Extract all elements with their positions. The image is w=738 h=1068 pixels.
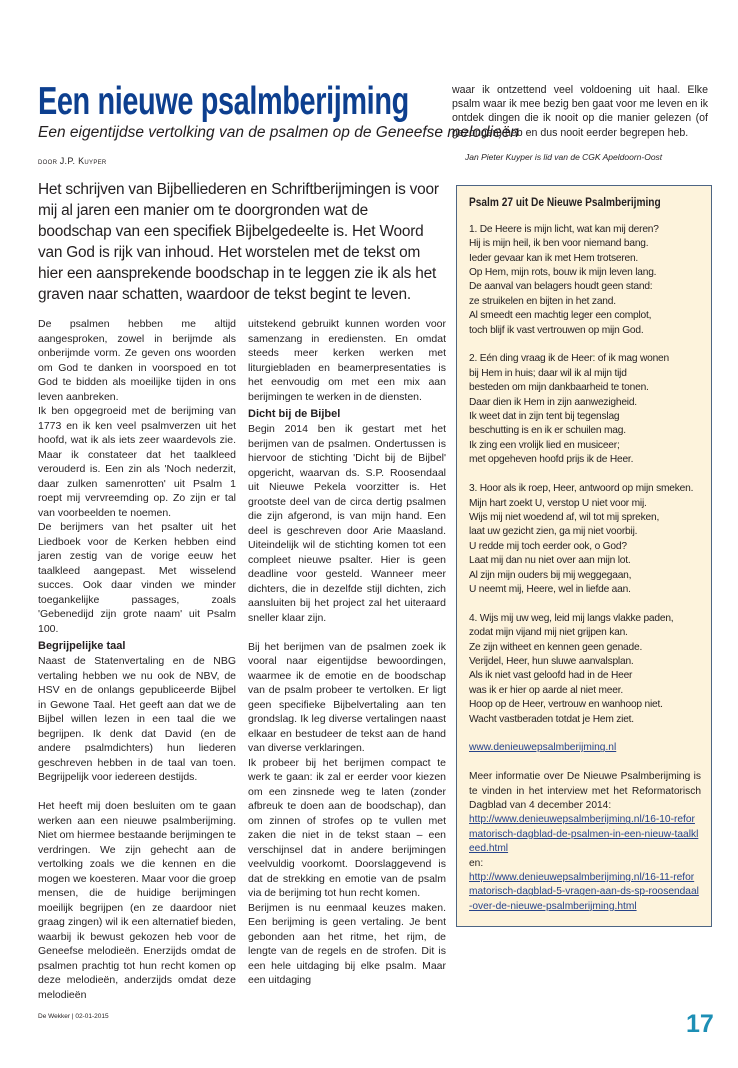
info-text: Meer informatie over De Nieuwe Psalmberijming is te vinden in het interview met het Reformatorisch Dagblad van 4 december 2014:: [469, 771, 701, 811]
section-heading: Dicht bij de Bijbel: [248, 408, 341, 420]
verse-line: Ieder gevaar kan ik met Hem trotseren.: [469, 252, 639, 264]
verse-line: Wacht vastberaden totdat je Hem ziet.: [469, 713, 634, 725]
byline: [38, 156, 107, 166]
box-title: Psalm 27 uit De Nieuwe Psalmberijming: [469, 194, 661, 209]
footer-publication: De Wekker | 02-01-2015: [38, 1013, 109, 1020]
body-paragraph: Ik probeer bij het berijmen compact te werk te gaan: ik zal er eerder voor kiezen om een zinsnede weg te laten (zonder afbreuk te doen aan de boodschap), dan om zinnen of strofes op te vullen met zaken die niet in de tekst staan – een verschijnsel dat in andere berijmingen veelvuldig voorkomt. Doorslaggevend is dat de strekking en emotie van de psalm via de berijming tot hun recht komen.: [248, 756, 446, 899]
body-columns: [38, 317, 446, 1002]
body-column-3: [452, 83, 708, 140]
right-column-flow: [452, 83, 712, 927]
body-paragraph: waar ik ontzettend veel voldoening uit haal. Elke psalm waar ik mee bezig ben gaat voor me leven en ik ontdek dingen die ik nooit op die manier gelezen (of gezongen) heb en dus nooit eerder begrepen heb.: [452, 84, 708, 139]
verse-line: Al zijn mijn ouders bij mij weggegaan,: [469, 569, 632, 581]
verse-line: Ik zing een vrolijk lied en musiceer;: [469, 439, 620, 451]
byline-prefix: door: [38, 157, 58, 166]
body-paragraph: Berijmen is nu eenmaal keuzes maken. Een berijming is geen vertaling. Je bent gebonden aan het ritme, het rijm, de lengte van de regels en de strofen. Dit is een hele uitdaging bij elke psalm. Maar een uitdaging: [248, 901, 446, 986]
psalm-verse: [469, 482, 701, 597]
body-paragraph: De psalmen hebben me altijd aangesproken, zowel in berijmde als onberijmde vorm. Ze geven ons woorden om God te danken in voorspoed en tot God te bidden als moeilijke tijden in ons leven aanbreken.: [38, 318, 236, 403]
verse-line: U redde mij toch eerder ook, o God?: [469, 540, 627, 552]
verse-line: Op Hem, mijn rots, bouw ik mijn leven lang.: [469, 267, 657, 279]
verse-line: Ze zijn witheet en kennen geen genade.: [469, 641, 643, 653]
website-link[interactable]: www.denieuwepsalmberijming.nl: [469, 742, 617, 754]
body-paragraph: Naast de Statenvertaling en de NBG vertaling hebben we nu ook de NBV, de HSV en de onlangs gepubliceerde Bijbel in Gewone Taal. Het geeft aan dat we de Bijbel willen lezen in een taal die we begrijpen. Ik denk dat David (en de andere psalmdichters) hun liederen geschreven hebben in de taal van toen. Begrijpelijk voor iedereen destijds.: [38, 655, 236, 783]
psalm-sidebar-box: [456, 185, 712, 927]
author-credit: Jan Pieter Kuyper is lid van de CGK Apeldoorn-Oost: [465, 151, 663, 162]
verse-line: Mijn hart zoekt U, verstop U niet voor mij.: [469, 497, 647, 509]
author-name: J.P. Kuyper: [59, 156, 107, 166]
lead-paragraph: Het schrijven van Bijbelliederen en Schriftberijmingen is voor mij al jaren een manier om te doorgronden wat de boodschap van een specifiek Bijbelgedeelte is. Het Woord van God is rijk van inhoud. Het worstelen met de tekst om hier een aansprekende boodschap in te leggen zie ik als het graven naar schatten, waardoor de tekst begint te leven.: [38, 181, 439, 303]
psalm-verse: [469, 352, 701, 467]
body-paragraph: Begin 2014 ben ik gestart met het berijmen van de psalmen. Ondertussen is hiervoor de stichting 'Dicht bij de Bijbel' opgericht, waarvan ds. S.P. Roosendaal uit Nieuwe Pekela voorzitter is. Het grootste deel van de circa dertig psalmen die zijn afgerond, is van mijn hand. Een deel is geschreven door Arie Maasland. Uiteindelijk wil de stichting komen tot een compleet nieuwe psalter. Hier is geen deadline voor gesteld. Wanneer meer dichters, die in dezelfde stijl dichten, zich aansluiten bij het project zal het uiteraard sneller klaar zijn.: [248, 423, 446, 624]
section-heading: Begrijpelijke taal: [38, 640, 126, 652]
verse-line: Hoop op de Heer, vertrouw en wanhoop niet.: [469, 699, 663, 711]
verse-line: 1. De Heere is mijn licht, wat kan mij deren?: [469, 223, 659, 235]
verse-line: Al smeedt een machtig leger een complot,: [469, 310, 652, 322]
article-subtitle: Een eigentijdse vertolking van de psalmen op de Geneefse melodieën: [38, 124, 519, 141]
verse-line: laat uw gezicht zien, ga mij niet voorbij.: [469, 526, 638, 538]
verse-line: toch blijf ik vast vertrouwen op mijn God.: [469, 324, 644, 336]
verse-line: was ik er hier op aarde al niet meer.: [469, 684, 623, 696]
verse-line: Verijdel, Heer, hun sluwe aanvalsplan.: [469, 655, 634, 667]
psalm-verses: [469, 223, 701, 727]
body-paragraph: De berijmers van het psalter uit het Liedboek voor de Kerken hebben eind jaren zestig van de vorige eeuw het taalkleed aangepast. Met wisselend succes. Ook daar vinden we minder toegankelijke passages, zoals 'Gebenedijd zijn grote naam' uit Psalm 100.: [38, 521, 236, 635]
interview-link-2[interactable]: http://www.denieuwepsalmberijming.nl/16-11-reformatorisch-dagblad-5-vragen-aan-ds-sp-roosendaal-over-de-nieuwe-psalmberijming.html: [469, 872, 699, 912]
psalm-verse: [469, 223, 701, 338]
psalm-verse: [469, 612, 701, 727]
verse-line: Ik weet dat in zijn tent bij tegenslag: [469, 411, 620, 423]
verse-line: Daar dien ik Hem in zijn aanwezigheid.: [469, 396, 637, 408]
verse-line: besteden om mijn dankbaarheid te tonen.: [469, 382, 649, 394]
verse-line: Wijs mij niet woedend af, wil tot mij spreken,: [469, 511, 660, 523]
body-column-1: [38, 317, 236, 1002]
verse-line: bij Hem in huis; daar wil ik al mijn tijd: [469, 367, 627, 379]
body-paragraph: Het heeft mij doen besluiten om te gaan werken aan een nieuwe psalmberijming. Niet om hiermee bestaande berijmingen te verdringen. We zijn gehecht aan de vertolking zoals we die kennen en die mogen we koesteren. Maar voor die groep mensen, die de huidige berijmingen moeilijk begrijpen (en ze daardoor niet graag zingen) wil ik een alternatief bieden, waarbij ik bewust gekozen heb voor de Geneefse melodieën. Enerzijds omdat de psalmen prachtig tot hun recht komen op deze melodieën, anderzijds omdat deze melodieën: [38, 800, 236, 1001]
verse-line: 3. Hoor als ik roep, Heer, antwoord op mijn smeken.: [469, 483, 694, 495]
verse-line: Als ik niet vast geloofd had in de Heer: [469, 670, 633, 682]
verse-line: 2. Eén ding vraag ik de Heer: of ik mag wonen: [469, 353, 669, 365]
and-text: en:: [469, 857, 484, 869]
body-paragraph: Bij het berijmen van de psalmen zoek ik vooral naar eigentijdse bewoordingen, waarmee ik de emotie en de boodschap van de psalm probeer te vertolken. Er ligt geen specifieke Bijbelvertaling aan ten grondslag. Ik leg diverse vertalingen naast elkaar en bestudeer de tekst aan de hand van diverse verklaringen.: [248, 640, 446, 754]
verse-line: ze struikelen en bijten in het zand.: [469, 295, 616, 307]
main-article-flow: [38, 179, 446, 1021]
body-paragraph: uitstekend gebruikt kunnen worden voor samenzang in erediensten. En omdat steeds meer kerken werken met liturgiebladen en beamerpresentaties is het eenvoudig om met een mix aan berijmingen te werken in de diensten.: [248, 318, 446, 403]
verse-line: Hij is mijn heil, ik ben voor niemand bang.: [469, 238, 649, 250]
article-title: Een nieuwe psalmberijming: [38, 80, 409, 123]
verse-line: De aanval van belagers houdt geen stand:: [469, 281, 653, 293]
body-column-2: [248, 317, 446, 1002]
verse-line: 4. Wijs mij uw weg, leid mij langs vlakke paden,: [469, 612, 674, 624]
verse-line: zodat mijn vijand mij niet grijpen kan.: [469, 627, 628, 639]
verse-line: Laat mij dan nu niet over aan mijn lot.: [469, 555, 631, 567]
verse-line: U neemt mij, Heere, wel in liefde aan.: [469, 583, 631, 595]
verse-line: met opgeheven hoofd prijs ik de Heer.: [469, 454, 634, 466]
verse-line: beschutting is en ik er schuilen mag.: [469, 425, 626, 437]
page-number: 17: [686, 1010, 714, 1038]
body-paragraph: Ik ben opgegroeid met de berijming van 1773 en ik ken veel psalmverzen uit het hoofd, wat ik als iets zeer waardevols zie. Maar ik constateer dat het taalkleed verouderd is. Een zin als 'Noch nederzit, daar zulken samenrotten' uit Psalm 1 roept mij vervreemding op. Zo zijn er tal van voorbeelden te noemen.: [38, 405, 236, 519]
interview-link-1[interactable]: http://www.denieuwepsalmberijming.nl/16-10-reformatorisch-dagblad-de-psalmen-in-een-nieuw-taalkleed.html: [469, 814, 699, 855]
